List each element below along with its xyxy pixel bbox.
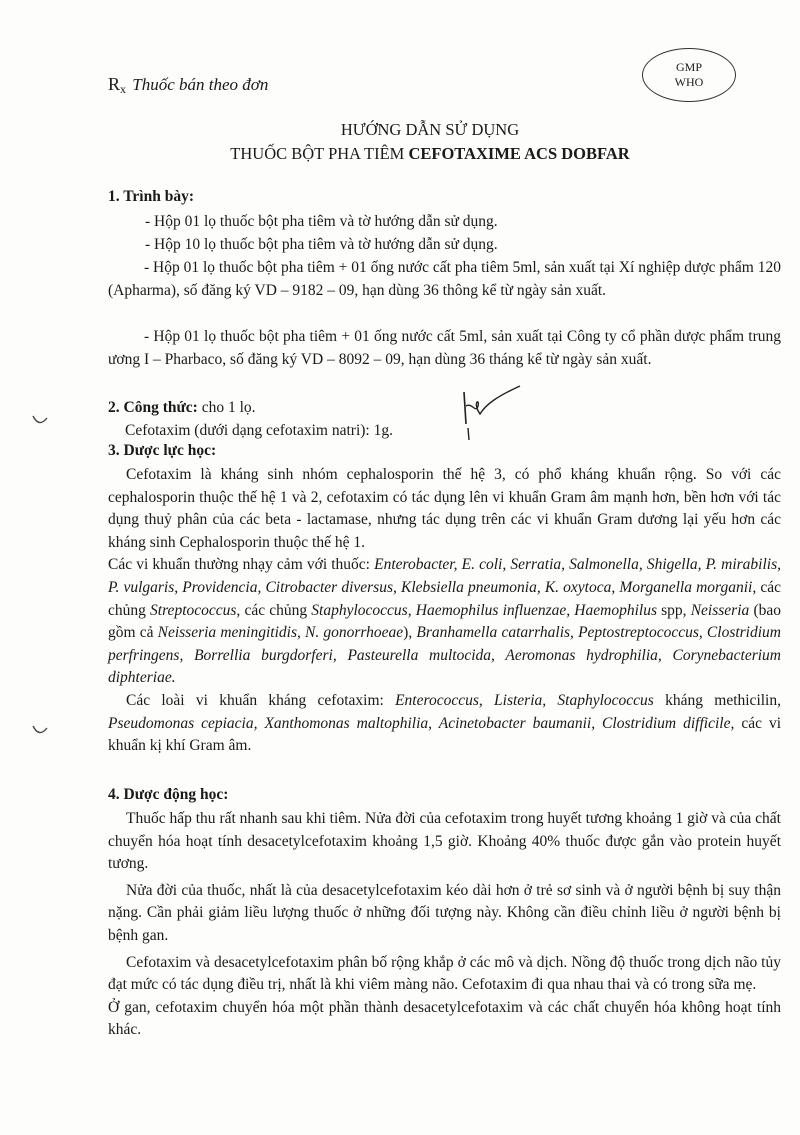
document-subtitle (0, 144, 800, 164)
connector-2: các chủng (240, 601, 312, 619)
pharmacodynamics-p1: Cefotaxim là kháng sinh nhóm cephalosporin thế hệ 3, có phổ kháng khuẩn rộng. So với các cephalosporin thuộc thế hệ 1 và 2, cefotaxim có tác dụng lên vi khuẩn Gram âm mạnh hơn, bền hơn với tác dụng thuỷ phân của các beta - lactamase, nhưng tác dụng trên các vi khuẩn Gram dương lại yếu hơn các kháng sinh Cephalosporin thuộc thế hệ 1. (108, 466, 781, 551)
pharmacokinetics-p2: Nửa đời của thuốc, nhất là của desacetylcefotaxim kéo dài hơn ở trẻ sơ sinh và ở người bệnh bị suy thận nặng. Cần phải giảm liều lượng thuốc ở những đối tượng này. Không cần điều chỉnh liều ở người bệnh bị bệnh gan. (108, 881, 781, 944)
prescription-label (108, 74, 268, 97)
connector-1: các chủng (108, 578, 781, 619)
species-neisseria: Neisseria (690, 601, 750, 619)
species-streptococcus: Streptococcus, (150, 601, 241, 619)
section-3-heading: 3. Dược lực học: (108, 442, 217, 459)
resistant-species-2: Pseudomonas cepiacia, Xanthomonas maltophilia, Acinetobacter baumanii, Clostridium difficile, (108, 714, 735, 732)
section-2-title: 2. Công thức: (108, 399, 198, 416)
product-name: CEFOTAXIME ACS DOBFAR (408, 144, 630, 163)
connector-5: ), (403, 624, 417, 642)
resistant-species-1: Enterococcus, Listeria, Staphylococcus (395, 691, 654, 709)
sensitive-bacteria (108, 554, 781, 690)
species-list-5: Neisseria meningitidis, N. gonorrhoeae (157, 624, 404, 642)
pharmacokinetics-p1: Thuốc hấp thu rất nhanh sau khi tiêm. Nửa đời của cefotaxim trong huyết tương khoảng 1 giờ và của chất chuyển hóa hoạt tính desacetylcefotaxim khoảng 1,5 giờ. Khoảng 40% thuốc được gắn vào protein huyết tương. (108, 810, 781, 873)
packaging-item-3-text: - Hộp 01 lọ thuốc bột pha tiêm + 01 ống nước cất pha tiêm 5ml, sản xuất tại Xí nghiệp dược phẩm 120 (Apharma), số đăng ký VD – 9182 – 09, hạn dùng 36 thông kể từ ngày sản xuất. (108, 259, 781, 299)
binder-mark-icon (30, 722, 50, 740)
sensitive-lead: Các vi khuẩn thường nhạy cảm với thuốc: (108, 556, 375, 574)
gmp-who-stamp (642, 48, 736, 102)
pharmacokinetics-text (108, 808, 781, 1042)
connector-4: (bao gồm cả (108, 601, 781, 642)
packaging-item-4-text: - Hộp 01 lọ thuốc bột pha tiêm + 01 ống nước cất 5ml, sản xuất tại Công ty cổ phần dược phẩm trung ương I – Pharbaco, số đăng ký VD – 8092 – 09, hạn dùng 36 tháng kể từ ngày sản xuất. (108, 328, 781, 368)
resistant-bacteria (108, 690, 781, 758)
connector-3: spp, (656, 601, 691, 619)
packaging-item-4 (108, 326, 781, 371)
binder-mark-icon (30, 412, 50, 430)
section-2-heading (108, 398, 256, 418)
document-title: HƯỚNG DẪN SỬ DỤNG (340, 120, 520, 139)
pharmacodynamics-text (108, 464, 781, 758)
formula-line: Cefotaxim (dưới dạng cefotaxim natri): 1g. (125, 422, 393, 439)
packaging-item-2: - Hộp 10 lọ thuốc bột pha tiêm và tờ hướng dẫn sử dụng. (145, 236, 498, 253)
packaging-item-3 (108, 257, 781, 302)
section-4-heading: 4. Dược động học: (108, 786, 229, 803)
resistant-lead: Các loài vi khuẩn kháng cefotaxim: (126, 691, 396, 709)
rx-symbol-sub: x (120, 82, 127, 96)
pharmacokinetics-p3: Cefotaxim và desacetylcefotaxim phân bố rộng khắp ở các mô và dịch. Nồng độ thuốc trong dịch não tủy đạt mức có tác dụng điều trị, nhất là khi viêm màng não. Cefotaxim đi qua nhau thai và có trong sữa mẹ. (108, 953, 781, 994)
who-text: WHO (674, 75, 704, 89)
species-list-1: Enterobacter, E. coli, Serratia, Salmonella, Shigella, P. mirabilis, P. vulgaris, Providencia, Citrobacter diversus, Klebsiella pneumonia, K. oxytoca, Morganella morganii, (108, 556, 781, 596)
section-1-heading: 1. Trình bày: (108, 188, 194, 205)
subtitle-prefix: THUỐC BỘT PHA TIÊM (230, 144, 409, 163)
packaging-item-1: - Hộp 01 lọ thuốc bột pha tiêm và tờ hướng dẫn sử dụng. (145, 213, 498, 230)
gmp-text: GMP (675, 60, 702, 74)
species-list-6: Branhamella catarrhalis, Peptostreptococcus, Clostridium perfringens, Borrellia burgdorferi, Pasteurella multocida, Aeromonas hydrophilia, Corynebacterium diphteriae. (108, 624, 781, 687)
section-2-title-rest: cho 1 lọ. (197, 399, 256, 416)
signature-mark (458, 384, 528, 442)
species-list-3: Staphylococcus, Haemophilus influenzae, Haemophilus (311, 601, 657, 619)
rx-symbol: R (108, 74, 121, 94)
resistant-connector-1: kháng methicilin, (653, 691, 781, 709)
prescription-text: Thuốc bán theo đơn (132, 75, 269, 94)
pharmacokinetics-p4: Ở gan, cefotaxim chuyển hóa một phần thành desacetylcefotaxim và các chất chuyển hóa không hoạt tính khác. (108, 998, 781, 1039)
resistant-connector-2: các vi khuẩn kị khí Gram âm. (108, 714, 782, 755)
